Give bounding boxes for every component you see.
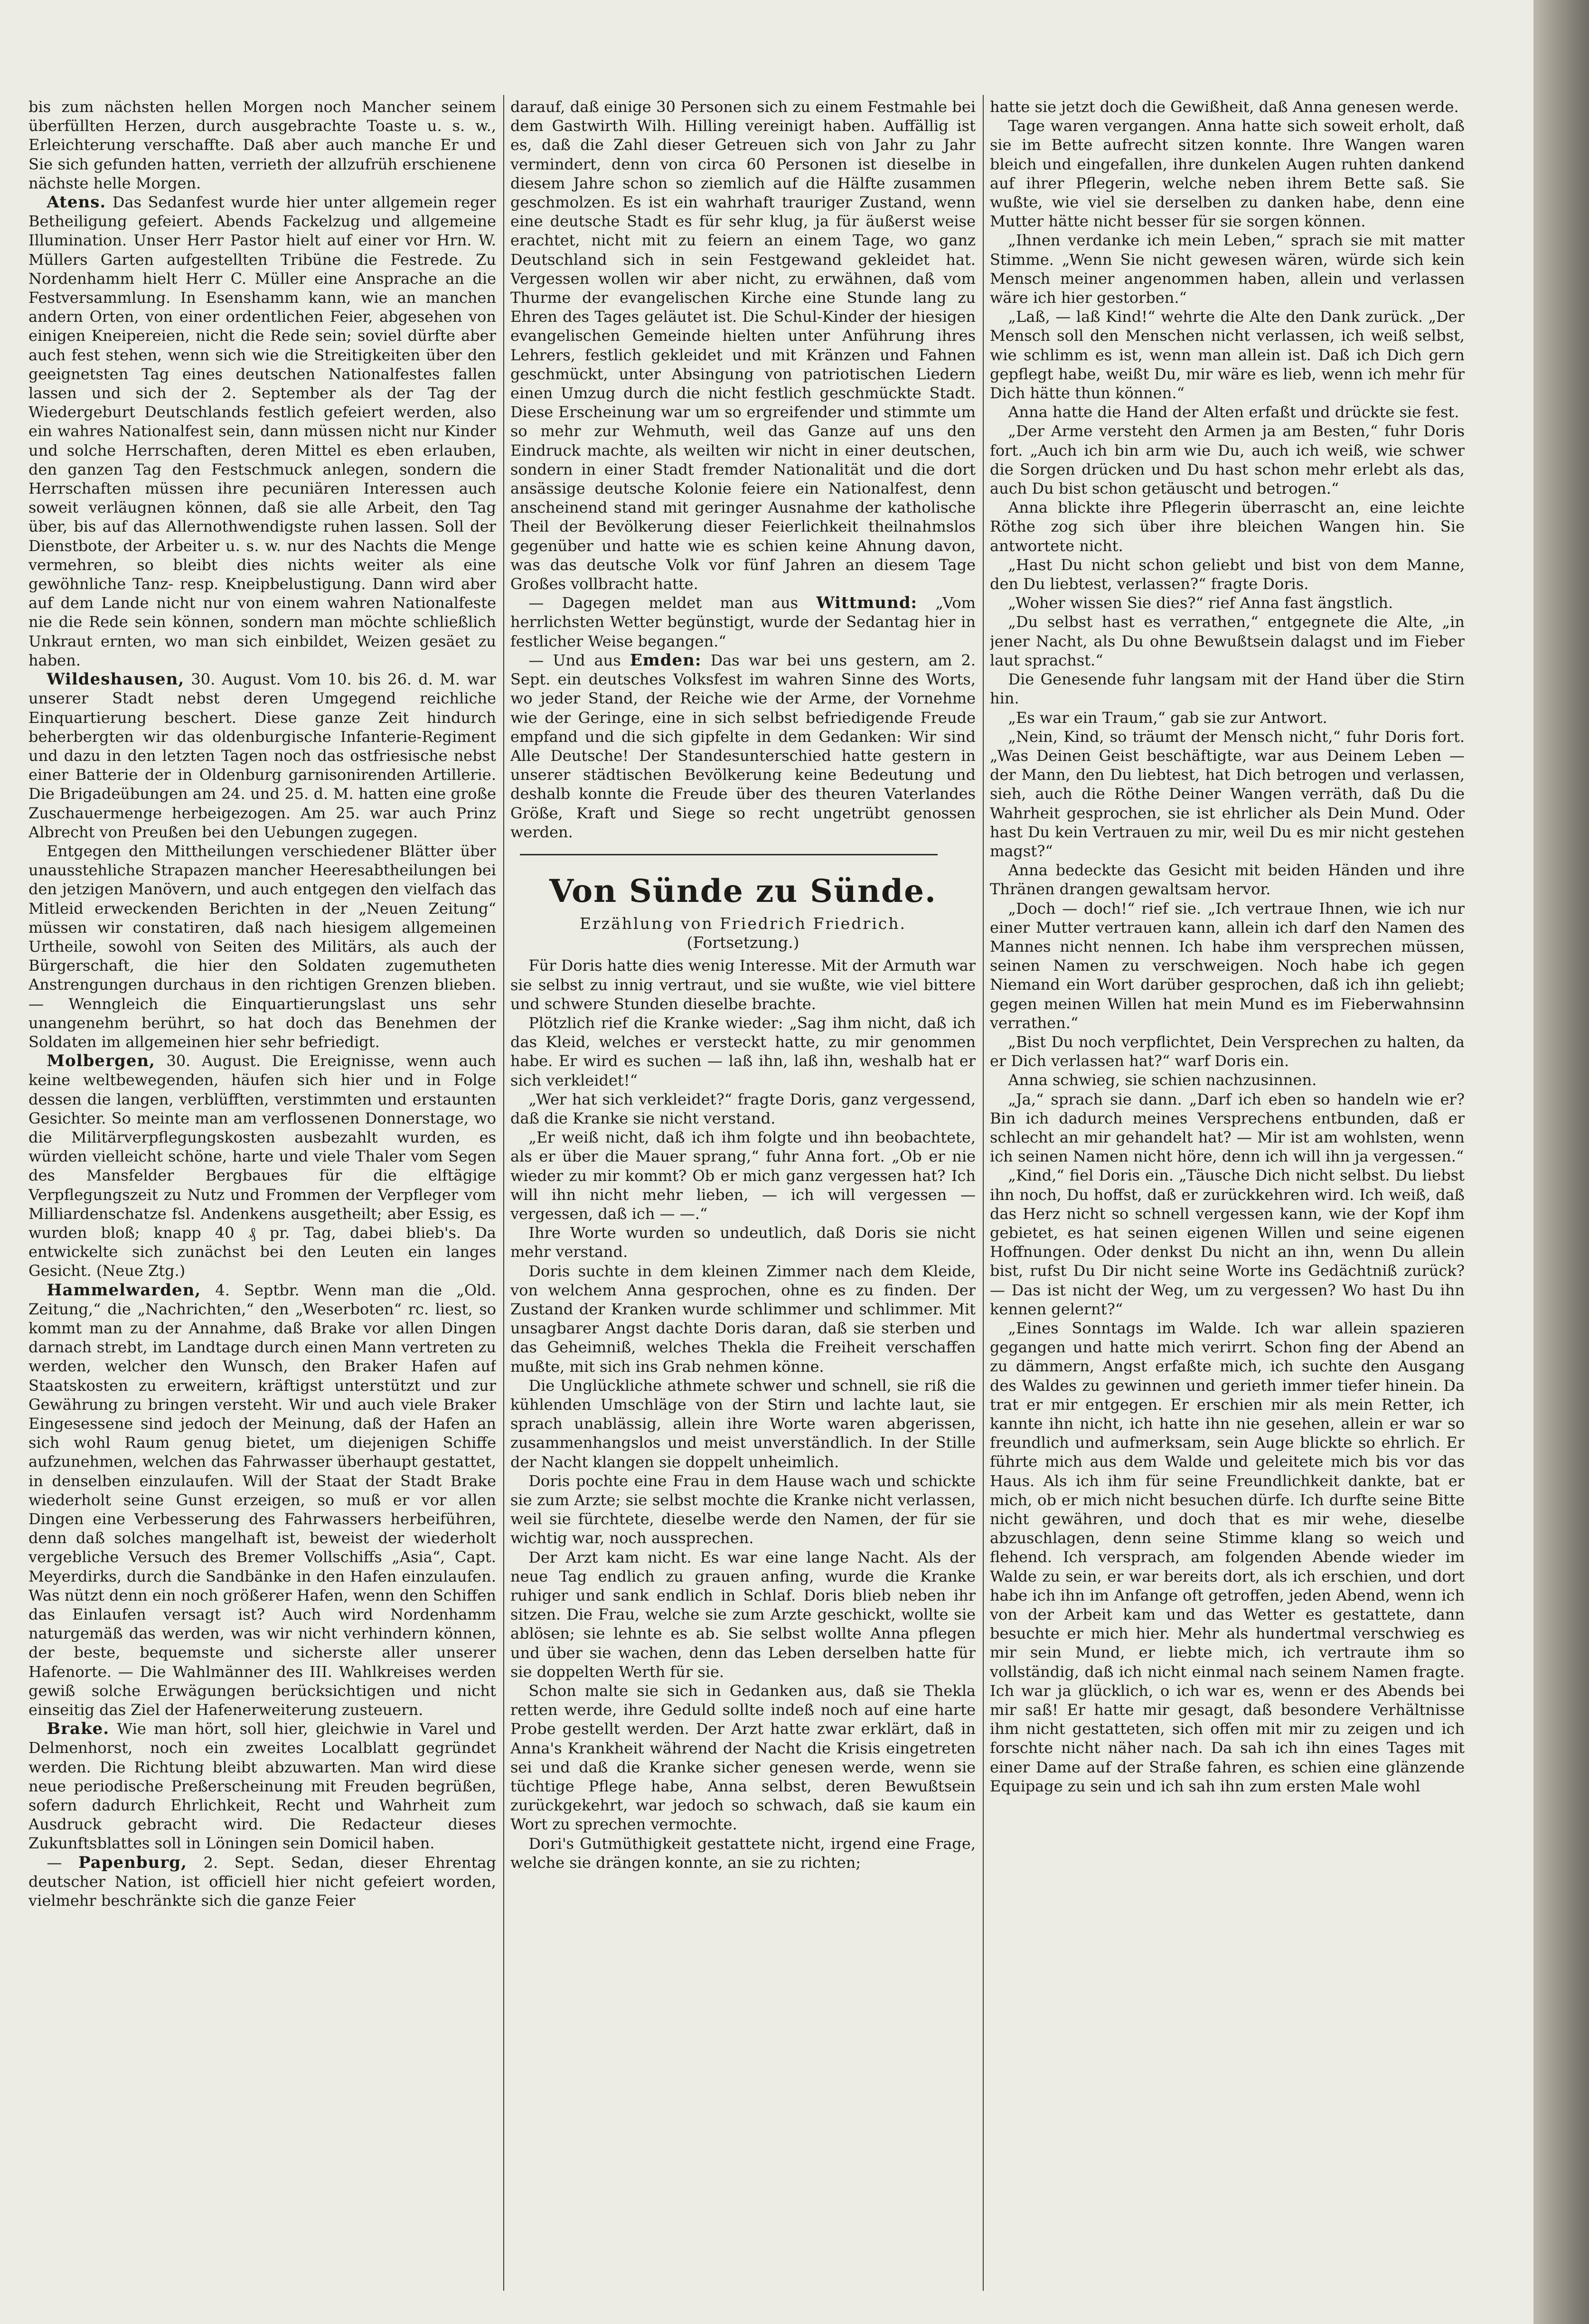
news-text: „Vom herrlichsten Wetter begünstigt, wurde der Sedantag hier in festlicher Weise begangen.“	[510, 594, 976, 650]
lead-text: — Und aus	[528, 651, 621, 669]
place-heading: Wildeshausen,	[47, 670, 185, 689]
story-paragraph: „Bist Du noch verpflichtet, Dein Versprechen zu halten, da er Dich verlassen hat?“ warf Doris ein.	[990, 1032, 1465, 1070]
story-paragraph: Schon malte sie sich in Gedanken aus, daß sie Thekla retten werde, ihre Geduld sollte indeß noch auf eine harte Probe gestellt werden. Der Arzt hatte zwar erklärt, daß in Anna's Krankheit während der Nacht die Krisis eingetreten sei und daß die Kranke sicher genesen werde, wenn sie tüchtige Pflege habe, Anna selbst, deren Bewußtsein zurückgekehrt, war jedoch so schwach, daß sie kaum ein Wort zu sprechen vermochte.	[510, 1682, 976, 1834]
story-paragraph: „Ihnen verdanke ich mein Leben,“ sprach sie mit matter Stimme. „Wenn Sie nicht gewesen wären, würde sich kein Mensch meiner angenommen haben, allein und verlassen wäre ich hier gestorben.“	[990, 231, 1465, 307]
news-text: 2. Sept. Sedan, dieser Ehrentag deutscher Nation, ist officiell hier nicht gefeiert worden, vielmehr beschränkte sich die ganze Feier	[28, 1853, 496, 1910]
news-text: Wie man hört, soll hier, gleichwie in Varel und Delmenhorst, noch ein zweites Localblatt gegründet werden. Die Richtung bleibt abzuwarten. Man wird diese neue periodische Preßerscheinung mit Freuden begrüßen, sofern dadurch Ehrlichkeit, Recht und Wahrheit zum Ausdruck gebracht wird. Die Redacteur dieses Zukunftsblattes soll in Löningen sein Domicil haben.	[28, 1720, 496, 1853]
column-divider	[983, 95, 984, 2291]
section-separator	[520, 854, 938, 855]
place-heading: Emden:	[630, 650, 702, 670]
story-paragraph: Anna hatte die Hand der Alten erfaßt und drückte sie fest.	[1008, 403, 1459, 422]
story-paragraph: Ihre Worte wurden so undeutlich, daß Doris sie nicht mehr verstand.	[510, 1224, 976, 1261]
place-heading: Molbergen,	[47, 1051, 155, 1071]
story-paragraph: „Es war ein Traum,“ gab sie zur Antwort.	[1008, 708, 1327, 727]
column-divider	[503, 95, 504, 2291]
news-item-papenburg	[28, 1853, 496, 1911]
story-title: Von Sünde zu Sünde.	[549, 872, 937, 909]
column-2	[510, 97, 976, 2291]
paragraph: bis zum nächsten hellen Morgen noch Mancher seinem überfüllten Herzen, durch ausgebrachte Toaste u. s. w., Erleichterung verschaffte. Daß aber auch manche Er und Sie sich gefunden hatten, verrieth der allzufrüh erschienene nächste helle Morgen.	[28, 98, 496, 192]
story-paragraph: Die Unglückliche athmete schwer und schnell, sie riß die kühlenden Umschläge von der Stirn und lachte laut, sie sprach unablässig, allein ihre Worte waren abgerissen, zusammenhangslos und meist unverständlich. In der Stille der Nacht klangen sie doppelt unheimlich.	[510, 1376, 976, 1471]
news-text: 30. August. Die Ereignisse, wenn auch keine weltbewegenden, häufen sich hier und in Folge dessen die langen, verblüfften, verstimmten und erstaunten Gesichter. So meinte man am verflossenen Donnerstage, wo die Militärverpflegungskosten ausbezahlt wurden, es würden vielleicht schöne, harte und viele Thaler vom Segen des Mansfelder Bergbaues für die elftägige Verpflegungszeit zu Nutz und Frommen der Verpfleger vom Milliardenschatze fsl. Andenkens ausgetheilt; aber Essig, es wurden bloß; knapp 40 ₰ pr. Tag, dabei blieb's. Da entwickelte sich zunächst bei den Leuten ein langes Gesicht. (Neue Ztg.)	[28, 1052, 496, 1280]
news-item-atens	[28, 193, 496, 670]
story-paragraph: hatte sie jetzt doch die Gewißheit, daß Anna genesen werde.	[990, 98, 1459, 116]
story-paragraph: Dori's Gutmüthigkeit gestattete nicht, irgend eine Frage, welche sie drängen konnte, an sie zu richten;	[510, 1834, 976, 1872]
story-paragraph: Tage waren vergangen. Anna hatte sich soweit erholt, daß sie im Bette aufrecht sitzen konnte. Ihre Wangen waren bleich und eingefallen, ihre dunkelen Augen ruhten dankend auf ihrer Pflegerin, welche neben ihrem Bette saß. Sie wußte, wie viel sie derselben zu danken habe, denn eine Mutter hätte nicht besser für sie sorgen können.	[990, 117, 1465, 231]
news-item-emden	[510, 651, 976, 842]
paragraph: darauf, daß einige 30 Personen sich zu einem Festmahle bei dem Gastwirth Wilh. Hilling vereinigt haben. Auffällig ist es, daß die Zahl dieser Getreuen sich von Jahr zu Jahr vermindert, denn von circa 60 Personen ist dieselbe in diesem Jahre schon so ziemlich auf die Hälfte zusammen geschmolzen. Es ist ein wahrhaft trauriger Zustand, wenn eine deutsche Stadt es für sehr klug, ja für äußerst weise erachtet, nicht mit zu feiern an einem Tage, wo ganz Deutschland sich in sein Festgewand gekleidet hat. Vergessen wollen wir aber nicht, zu erwähnen, daß vom Thurme der evangelischen Kirche eine Stunde lang zu Ehren des Tages geläutet ist. Die Schul-Kinder der hiesigen evangelischen Gemeinde hielten unter Anführung ihres Lehrers, festlich gekleidet und mit Kränzen und Fahnen geschmückt, unter Absingung von patriotischen Liedern einen Umzug durch die nicht festlich geschmückte Stadt. Diese Erscheinung war um so ergreifender und stimmte um so mehr zur Wehmuth, weil das Ganze auf uns den Eindruck machte, als weilten wir nicht in einer deutschen, sondern in einer Stadt fremder Nationalität und die dort ansässige deutsche Kolonie feiere ein Nationalfest, denn anscheinend stand mit geringer Ausnahme der katholische Theil der Bevölkerung dieser Feierlichkeit theilnahmslos gegenüber und hatte wie es schien keine Ahnung davon, was das deutsche Volk vor fünf Jahren an diesem Tage Großes vollbracht hatte.	[510, 98, 976, 593]
story-paragraph: Doris suchte in dem kleinen Zimmer nach dem Kleide, von welchem Anna gesprochen, ohne es zu finden. Der Zustand der Kranken wurde schlimmer und schlimmer. Mit unsagbarer Angst dachte Doris daran, daß sie sterben und das Geheimniß, welches Thekla die Freiheit verschaffen mußte, mit sich ins Grab nehmen könne.	[510, 1262, 976, 1376]
news-item-brake	[28, 1719, 496, 1853]
page-edge-shadow	[1533, 0, 1589, 2324]
place-heading: Papenburg,	[78, 1853, 187, 1872]
story-paragraph: „Der Arme versteht den Armen ja am Besten,“ fuhr Doris fort. „Auch ich bin arm wie Du, auch ich weiß, wie schwer die Sorgen drücken und Du hast schon mehr erlebt als das, auch Du bist schon getäuscht und betrogen.“	[990, 422, 1465, 498]
story-paragraph: Der Arzt kam nicht. Es war eine lange Nacht. Als der neue Tag endlich zu grauen anfing, wurde die Kranke ruhiger und sank endlich in Schlaf. Doris blieb neben ihr sitzen. Die Frau, welche sie zum Arzte geschickt, wollte sie ablösen; sie lehnte es ab. Sie selbst wollte Anna pflegen und über sie wachen, denn das Leben derselben hatte für sie doppelten Werth für sie.	[510, 1548, 976, 1681]
news-item-hammelwarden	[28, 1281, 496, 1720]
story-paragraph: „Hast Du nicht schon geliebt und bist von dem Manne, den Du liebtest, verlassen?“ fragte Doris.	[990, 555, 1465, 593]
news-text: 4. Septbr. Wenn man die „Old. Zeitung,“ die „Nachrichten,“ den „Weserboten“ rc. liest, so kommt man zu der Annahme, daß Brake vor allen Dingen darnach strebt, im Landtage durch einen Mann vertreten zu werden, welcher den Wunsch, den Braker Hafen auf Staatskosten zu erweitern, kräftigst unterstützt und zur Gewährung zu bringen versteht. Wir und auch viele Braker Eingesessene sind jedoch der Meinung, daß der Hafen an sich wohl Raum genug bietet, um diejenigen Schiffe aufzunehmen, welchen das Fahrwasser überhaupt gestattet, in denselben einzulaufen. Will der Staat der Stadt Brake wiederholt seine Gunst erzeigen, so muß er vor allen Dingen eine Verbesserung des Fahrwassers herbeiführen, denn daß solches mangelhaft ist, beweist der wiederholt vergebliche Versuch des Bremer Vollschiffs „Asia“, Capt. Meyerdirks, durch die Sandbänke in den Hafen einzulaufen. Was nützt denn ein noch größerer Hafen, wenn den Schiffen das Einlaufen versagt ist? Auch wird Nordenhamm naturgemäß das werden, was wir nicht verhindern können, der beste, bequemste und sicherste aller unserer Hafenorte. — Die Wahlmänner des III. Wahlkreises werden gewiß solche Erwägungen berücksichtigen und nicht einseitig das Ziel der Hafenerweiterung zusteuern.	[28, 1281, 496, 1719]
paragraph: Entgegen den Mittheilungen verschiedener Blätter über unausstehliche Strapazen mancher Heeresabtheilungen bei den jetzigen Manövern, und auch entgegen den vielfach das Mitleid erweckenden Berichten in der „Neuen Zeitung“ müssen wir constatiren, daß nach hiesigem allgemeinen Urtheile, sowohl von Seiten des Militärs, als auch der Bürgerschaft, die hier den Soldaten zugemutheten Anstrengungen durchaus in den richtigen Grenzen blieben. — Wenngleich die Einquartierungslast uns sehr unangenehm berührt, so hat doch das Benehmen der Soldaten im allgemeinen hier sehr befriedigt.	[28, 842, 496, 1051]
story-continuation-note: (Fortsetzung.)	[686, 933, 799, 952]
story-paragraph: „Nein, Kind, so träumt der Mensch nicht,“ fuhr Doris fort. „Was Deinen Geist beschäftigte, war aus Deinem Leben — der Mann, den Du liebtest, hat Dich betrogen und verlassen, sieh, auch die Röthe Deiner Wangen verräth, daß Du die Wahrheit gesprochen, sie ist ehrlicher als Dein Mund. Oder hast Du kein Vertrauen zu mir, weil Du es mir nicht gestehen magst?“	[990, 727, 1465, 860]
lead-text: — Dagegen meldet man aus	[528, 594, 798, 612]
news-item-molbergen	[28, 1051, 496, 1280]
story-paragraph: „Eines Sonntags im Walde. Ich war allein spazieren gegangen und hatte mich verirrt. Schon fing der Abend an zu dämmern, Angst erfaßte mich, ich suchte den Ausgang des Waldes zu gewinnen und gerieth immer tiefer hinein. Da trat er mir entgegen. Er erschien mir als mein Retter, ich kannte ihn nicht, ich hatte ihn nie gesehen, allein er war so freundlich und aufmerksam, sein Auge blickte so ehrlich. Er führte mich aus dem Walde und geleitete mich bis vor das Haus. Als ich ihm für seine Freundlichkeit dankte, bat er mich, ob er mich nicht besuchen dürfe. Ich durfte seine Bitte nicht gewähren, und doch that es mir wehe, dieselbe abzuschlagen, denn seine Stimme klang so weich und flehend. Ich versprach, am folgenden Abende wieder im Walde zu sein, er war bereits dort, als ich erschien, und dort habe ich ihn im Anfange oft getroffen, jeden Abend, wenn ich von der Arbeit kam und das Wetter es gestattete, dann besuchte er mich hier. Mehr als hundertmal verschwieg es mir sein Mund, er liebte mich, ich vertraute ihm so vollständig, daß ich nicht einmal nach seinem Namen fragte. Ich war ja glücklich, o ich war es, wenn er des Abends bei mir saß! Er hatte mir gesagt, daß besondere Verhältnisse ihm nicht gestatteten, sich offen mit mir zu zeigen und ich forschte nicht näher nach. Da sah ich ihn eines Tages mit einer Dame auf der Straße fahren, es schien eine glänzende Equipage zu sein und ich sah ihn zum ersten Male wohl	[990, 1319, 1465, 1795]
story-paragraph: „Wer hat sich verkleidet?“ fragte Doris, ganz vergessend, daß die Kranke sie nicht verstand.	[510, 1090, 976, 1127]
story-paragraph: „Woher wissen Sie dies?“ rief Anna fast ängstlich.	[1008, 594, 1393, 612]
news-text: Das Sedanfest wurde hier unter allgemein reger Betheiligung gefeiert. Abends Fackelzug und allgemeine Illumination. Unser Herr Pastor hielt auf einer vor Hrn. W. Müllers Garten aufgestellten Tribüne die Festrede. Zu Nordenhamm hielt Herr C. Müller eine Ansprache an die Festversammlung. In Esenshamm kann, wie an manchen andern Orten, von einer ordentlichen Feier, abgesehen von einigen Kneipereien, nicht die Rede sein; soviel dürfte aber auch fest stehen, wenn sich wie die Streitigkeiten über den geeignetsten Tag eines deutschen Nationalfestes fallen lassen und sich der 2. September als der Tag der Wiedergeburt Deutschlands festlich gefeiert werden, also ein wahres Nationalfest sein, dann müssen nicht nur Kinder und solche Herrschaften, deren Mittel es eben erlauben, den ganzen Tag den Festschmuck anlegen, sondern die Herrschaften müssen ihre pecuniären Interessen auch soweit verläugnen können, daß sie alle Arbeit, den Tag über, bis auf das Allernothwendigste ruhen lassen. Soll der Dienstbote, der Arbeiter u. s. w. nur des Nachts die Menge vermehren, so bleibt dies nichts weiter als eine gewöhnliche Tanz- resp. Kneipbelustigung. Dann wird aber auf dem Lande nicht nur von einem wahren Nationalfeste nie die Rede sein können, sondern man möchte schließlich Unkraut ernten, wo man sich einbildet, Weizen gesäet zu haben.	[28, 193, 496, 669]
story-paragraph: „Doch — doch!“ rief sie. „Ich vertraue Ihnen, wie ich nur einer Mutter vertrauen kann, allein ich darf den Namen des Mannes nicht nennen. Ich habe ihm versprechen müssen, seinen Namen zu verschweigen. Noch habe ich gegen Niemand ein Wort darüber gesprochen, daß ich ihn geliebt; gegen meinen Willen hat mein Mund es im Fieberwahnsinn verrathen.“	[990, 899, 1465, 1032]
place-heading: Wittmund:	[816, 593, 918, 613]
story-paragraph: „Kind,“ fiel Doris ein. „Täusche Dich nicht selbst. Du liebst ihn noch, Du hoffst, daß er zurückkehren wird. Ich weiß, daß das Herz nicht so schnell vergessen kann, wie der Kopf ihm gebietet, es hat seinen eigenen Willen und seine eigenen Hoffnungen. Oder denkst Du nicht an ihn, wenn Du allein bist, rufst Du Dir nicht seine Worte ins Gedächtniß zurück? — Das ist nicht der Weg, um zu vergessen? Wo hast Du ihn kennen gelernt?“	[990, 1166, 1465, 1318]
story-paragraph: Die Genesende fuhr langsam mit der Hand über die Stirn hin.	[990, 670, 1465, 708]
story-paragraph: Anna blickte ihre Pflegerin überrascht an, eine leichte Röthe zog sich über ihre bleichen Wangen hin. Sie antwortete nicht.	[990, 498, 1465, 555]
story-paragraph: „Laß, — laß Kind!“ wehrte die Alte den Dank zurück. „Der Mensch soll den Menschen nicht verlassen, ich weiß selbst, wie schlimm es ist, wenn man allein ist. Daß ich Dich gern gepflegt habe, weißt Du, mir wäre es lieb, wenn ich mehr für Dich hätte thun können.“	[990, 308, 1465, 403]
place-heading: Atens.	[47, 193, 106, 212]
story-paragraph: „Er weiß nicht, daß ich ihm folgte und ihn beobachtete, als er über die Mauer sprang,“ fuhr Anna fort. „Ob er nie wieder zu mir kommt? Ob er mich ganz vergessen hat? Ich will ihn nicht mehr lieben, — ich will vergessen — vergessen, daß ich — —.“	[510, 1128, 976, 1223]
place-heading: Brake.	[47, 1719, 110, 1739]
news-item-wildeshausen	[28, 670, 496, 842]
story-paragraph: Doris pochte eine Frau in dem Hause wach und schickte sie zum Arzte; sie selbst mochte die Kranke nicht verlassen, weil sie fürchtete, dieselbe werde den Namen, der für sie wichtig war, noch aussprechen.	[510, 1471, 976, 1547]
story-paragraph: „Ja,“ sprach sie dann. „Darf ich eben so handeln wie er? Bin ich dadurch meines Versprechens entbunden, daß er schlecht an mir gehandelt hat? — Mir ist am wohlsten, wenn ich seinen Namen nicht höre, denn ich will ihn ja vergessen.“	[990, 1090, 1465, 1166]
column-3	[990, 97, 1465, 2291]
news-text: 30. August. Vom 10. bis 26. d. M. war unserer Stadt nebst deren Umgegend reichliche Einquartierung beschert. Diese ganze Zeit hindurch beherbergten wir das oldenburgische Infanterie-Regiment und dazu in den letzten Tagen noch das ostfriesische nebst einer Batterie der in Oldenburg garnisonirenden Artillerie. Die Brigadeübungen am 24. und 25. d. M. hatten eine große Zuschauermenge herbeigezogen. Am 25. war auch Prinz Albrecht von Preußen bei den Uebungen zugegen.	[28, 670, 496, 841]
story-paragraph: „Du selbst hast es verrathen,“ entgegnete die Alte, „in jener Nacht, als Du ohne Bewußtsein dalagst und im Fieber laut sprachst.“	[990, 613, 1465, 669]
story-paragraph: Plötzlich rief die Kranke wieder: „Sag ihm nicht, daß ich das Kleid, welches er versteckt hatte, zu mir genommen habe. Er wird es suchen — laß ihn, laß ihn, weshalb hat er sich verkleidet!“	[510, 1013, 976, 1089]
story-paragraph: Anna schwieg, sie schien nachzusinnen.	[1008, 1071, 1317, 1089]
story-subtitle: Erzählung von Friedrich Friedrich.	[580, 914, 906, 933]
story-paragraph: Für Doris hatte dies wenig Interesse. Mit der Armuth war sie selbst zu innig vertraut, und sie wußte, wie viel bittere und schwere Stunden dieselbe brachte.	[510, 956, 976, 1013]
news-text: Das war bei uns gestern, am 2. Sept. ein deutsches Volksfest im wahren Sinne des Worts, wo jeder Stand, der Reiche wie der Arme, der Vornehme wie der Geringe, eine in sich selbst befriedigende Freude empfand und die sich gipfelte in dem Gedanken: Wir sind Alle Deutsche! Der Standesunterschied hatte gestern in unserer städtischen Bevölkerung keine Bedeutung und deshalb konnte die Freude über des theuren Vaterlandes Größe, Kraft und Siege so recht ungetrübt genossen werden.	[510, 651, 976, 841]
story-paragraph: Anna bedeckte das Gesicht mit beiden Händen und ihre Thränen drangen gewaltsam hervor.	[990, 861, 1465, 899]
news-item-wittmund	[510, 593, 976, 651]
dash: —	[47, 1853, 62, 1872]
place-heading: Hammelwarden,	[47, 1280, 201, 1300]
column-1	[28, 97, 496, 2291]
